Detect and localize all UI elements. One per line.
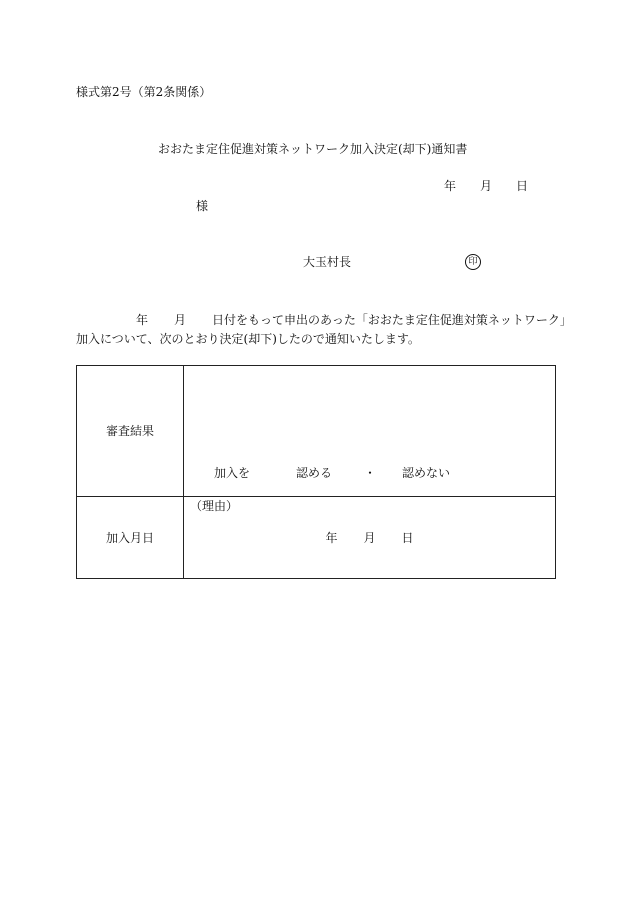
issue-date-day: 日 [516, 179, 529, 193]
table-row-result [77, 366, 556, 497]
body-line1-rest: 日付をもって申出のあった「おおたま定住促進対策ネットワーク」 [212, 313, 572, 327]
issue-date-month: 月 [480, 179, 493, 193]
result-header: 審査結果 [77, 366, 184, 497]
reason-label: （理由） [190, 499, 239, 513]
body-year: 年 [136, 313, 149, 327]
body-text-line-2: 加入について、次のとおり決定(却下)したので通知いたします。 [76, 332, 420, 346]
seal-mark: 印 [465, 254, 481, 270]
decision-prefix: 加入を [214, 466, 251, 480]
option-separator: ・ [364, 466, 377, 480]
issue-date-year: 年 [444, 179, 457, 193]
issue-date [444, 180, 528, 192]
join-date-year: 年 [325, 530, 338, 545]
table-row-join-date [77, 497, 556, 579]
issuer-name: 大玉村長 [303, 255, 352, 269]
join-date-header: 加入月日 [77, 497, 184, 579]
join-date-day: 日 [401, 530, 414, 545]
approve-option: 認める [296, 466, 333, 480]
join-date-cell [184, 497, 556, 579]
form-number: 様式第2号（第2条関係） [76, 85, 212, 99]
document-title: おおたま定住促進対策ネットワーク加入決定(却下)通知書 [158, 142, 468, 156]
decision-line [214, 467, 450, 479]
join-date-month: 月 [363, 530, 376, 545]
recipient-suffix: 様 [196, 199, 209, 213]
result-cell [184, 366, 556, 513]
reject-option: 認めない [402, 466, 451, 480]
body-month: 月 [174, 313, 187, 327]
result-table [76, 365, 556, 579]
body-text-line-1 [136, 314, 572, 326]
